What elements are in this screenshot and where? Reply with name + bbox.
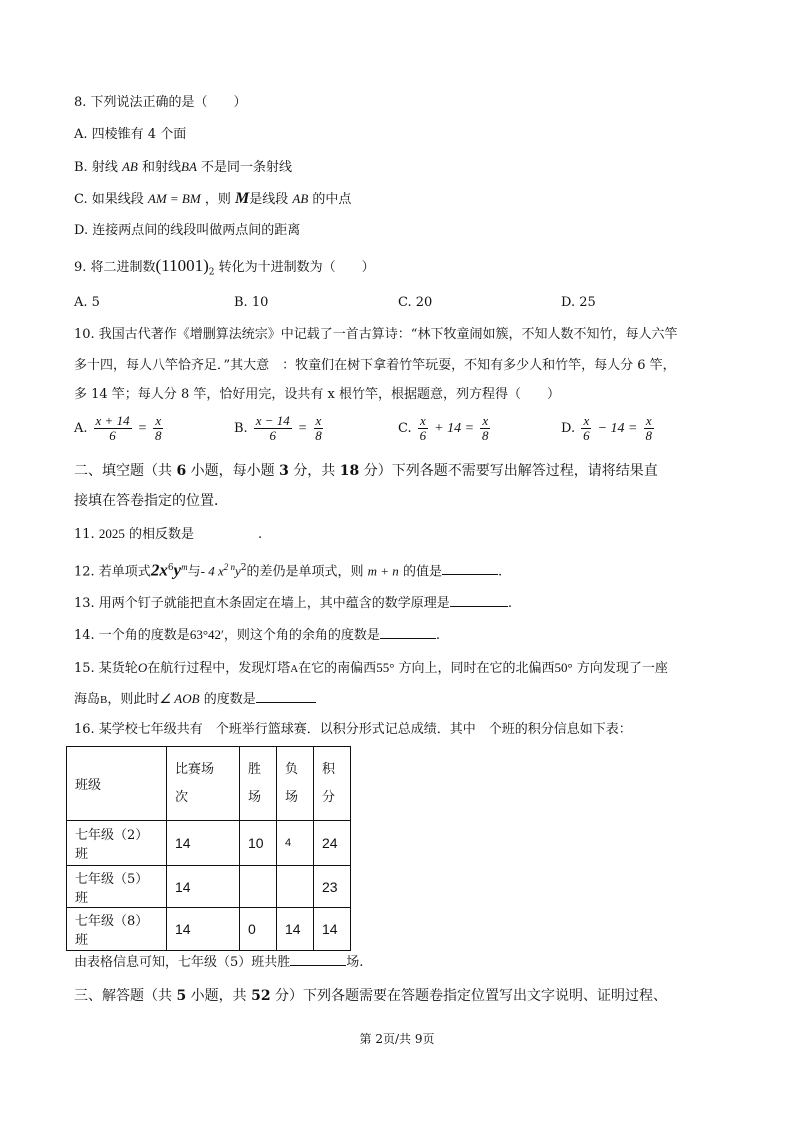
q12: 12. 若单项式$2x^6y^m$与- 4 $x^{2 n}y^2$的差仍是单项式，则 m + n 的值是 .	[74, 560, 503, 580]
q13: 13. 用两个钉子就能把直木条固定在墙上，其中蕴含的数学原理是 .	[74, 596, 512, 611]
q12-answer-blank[interactable]	[442, 562, 498, 575]
cell-class: 七年级（2）班	[67, 821, 167, 866]
cell-wins: 10	[240, 821, 277, 866]
cell-games: 14	[167, 866, 240, 908]
section2-heading-line2: 接填在答卷指定的位置．	[74, 493, 228, 509]
cell-wins	[240, 866, 277, 908]
q16-answer-line: 由表格信息可知，七年级（5）班共胜 场.	[74, 955, 364, 970]
table-row	[67, 821, 351, 866]
q10-option-d: D. $\frac{x}{6}$ − 14 = $\frac{x}{8}$	[561, 413, 652, 443]
table-row	[67, 866, 351, 908]
cell-losses	[277, 866, 314, 908]
cell-losses: 14	[277, 908, 314, 951]
header-class: 班级	[67, 747, 167, 821]
cell-wins: 0	[240, 908, 277, 951]
header-losses: 负 场	[277, 747, 314, 821]
header-points: 积 分	[314, 747, 351, 821]
q8-option-d: D. 连接两点间的线段叫做两点间的距离	[74, 223, 301, 238]
q8-option-b: B. 射线 AB 和射线BA 不是同一条射线	[74, 159, 293, 175]
header-wins: 胜 场	[240, 747, 277, 821]
cell-games: 14	[167, 908, 240, 951]
table-row	[67, 908, 351, 951]
q10-option-c: C. $\frac{x}{6}$ + 14 = $\frac{x}{8}$	[398, 413, 489, 443]
q10-line2: 多十四，每人八竿恰齐足．”其大意 ：牧童们在树下拿着竹竿玩耍，不知有多少人和竹竿，每人分 6 竿，	[74, 358, 676, 373]
q10-line1: 10. 我国古代著作《增删算法统宗》中记载了一首古算诗：“林下牧童闹如簇，不知人数不知竹，每人六竿	[74, 327, 678, 342]
cell-points: 14	[314, 908, 351, 951]
q9-option-a: A. 5	[74, 295, 100, 310]
q16-answer-blank[interactable]	[290, 953, 346, 966]
q9-option-d: D. 25	[561, 295, 596, 310]
q15-line1: 15. 某货轮O在航行过程中，发现灯塔A在它的南偏西55° 方向上，同时在它的北偏西50° 方向发现了一座	[74, 660, 668, 676]
q10-option-a: A. $\frac{x + 14}{6}$ = $\frac{x}{8}$	[74, 413, 162, 443]
q10-line3: 多 14 竿；每人分 8 竿，恰好用完，设共有 x 根竹竿，根据题意，列方程得（ ）	[74, 387, 560, 402]
q15-answer-blank[interactable]	[256, 690, 316, 703]
section3-heading: 三、解答题（共 5 小题，共 52 分）下列各题需要在答题卷指定位置写出文字说明、证明过程、	[74, 988, 668, 1004]
q10-option-b: B. $\frac{x - 14}{6}$ = $\frac{x}{8}$	[234, 413, 322, 443]
q9-option-c: C. 20	[398, 295, 433, 310]
page-footer: 第 2页/共 9页	[359, 1032, 435, 1046]
q16-stem: 16. 某学校七年级共有 个班举行篮球赛．以积分形式记总成绩．其中 个班的积分信息如下表：	[74, 722, 632, 737]
cell-points: 24	[314, 821, 351, 866]
table-header-row	[67, 747, 351, 821]
q8-option-a: A. 四棱锥有 4 个面	[74, 127, 187, 142]
q8-option-c: C. 如果线段 AM = BM ，则 M是线段 AB 的中点	[74, 190, 352, 207]
cell-class: 七年级（5）班	[67, 866, 167, 908]
cell-games: 14	[167, 821, 240, 866]
header-games: 比赛场 次	[167, 747, 240, 821]
binary-number: (11001)	[155, 256, 209, 275]
q15-line2: 海岛B，则此时∠ AOB 的度数是	[74, 690, 316, 709]
q9-option-b: B. 10	[234, 295, 269, 310]
cell-losses: 4	[277, 821, 314, 866]
q9-stem: 9. 将二进制数$(11001)_2$ 转化为十进制数为（ ）	[74, 256, 375, 278]
q14: 14. 一个角的度数是63°42′，则这个角的余角的度数是 .	[74, 627, 441, 643]
q8-stem: 8. 下列说法正确的是（ ）	[74, 95, 247, 110]
q13-answer-blank[interactable]	[450, 594, 508, 607]
cell-points: 23	[314, 866, 351, 908]
section2-heading-line1: 二、填空题（共 6 小题，每小题 3 分，共 18 分）下列各题不需要写出解答过程，请将结果直	[74, 463, 658, 479]
q11: 11. 2025 的相反数是 .	[74, 526, 263, 542]
score-table	[66, 746, 351, 951]
q14-answer-blank[interactable]	[380, 626, 436, 639]
cell-class: 七年级（8）班	[67, 908, 167, 951]
